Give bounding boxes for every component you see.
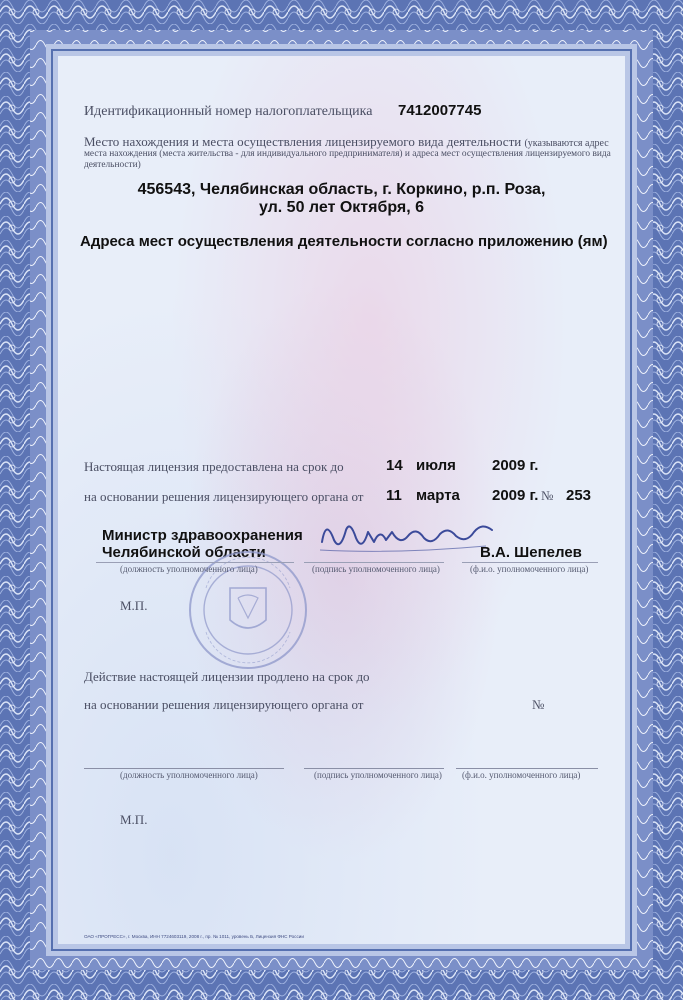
term-month: июля	[416, 457, 456, 474]
extension-caption-position: (должность уполномоченного лица)	[120, 770, 258, 780]
extension-name-line	[456, 768, 598, 769]
basis-number: 253	[566, 487, 592, 504]
caption-position: (должность уполномоченного лица)	[120, 564, 258, 574]
address-line-2: ул. 50 лет Октября, 6	[258, 199, 425, 216]
extension-position-line	[84, 768, 284, 769]
signatory-position-1: Министр здравоохранения	[102, 527, 303, 544]
term-day: 14	[386, 457, 403, 474]
extension-caption-signature: (подпись уполномоченного лица)	[314, 770, 442, 780]
term-label: Настоящая лицензия предоставлена на срок до	[84, 459, 344, 474]
signatory-position-line	[96, 562, 294, 563]
location-note-1: (указываются адрес	[524, 138, 609, 149]
extension-basis-label: на основании решения лицензирующего органа от	[84, 697, 364, 712]
printer-imprint: ОАО «ПРОГРЕСС», г. Москва, ИНН 7724603119, 2008 г., пр. № 1011, уровень Б, Лицензия ФНС России	[84, 934, 304, 939]
extension-caption-name: (ф.и.о. уполномоченного лица)	[462, 770, 581, 780]
location-label: Место нахождения и места осуществления лицензируемого вида деятельности	[84, 134, 522, 149]
term-year: 2009 г.	[492, 457, 539, 474]
inn-label: Идентификационный номер налогоплательщика	[84, 104, 373, 119]
basis-day: 11	[386, 487, 402, 504]
basis-year: 2009 г.	[492, 487, 539, 504]
stamp-place-2: М.П.	[120, 812, 148, 827]
location-note-2: места нахождения (места жительства - для индивидуального предпринимателя) и адреса мест осуществления лицензируемого вида	[84, 149, 611, 159]
caption-name: (ф.и.о. уполномоченного лица)	[470, 564, 589, 574]
location-note-3: деятельности)	[84, 160, 141, 170]
address-line-1: 456543, Челябинская область, г. Коркино, р.п. Роза,	[137, 181, 546, 198]
handwritten-signature	[316, 512, 496, 560]
basis-number-sign: №	[541, 488, 554, 503]
signatory-name-line	[462, 562, 598, 563]
extension-number-sign: №	[532, 697, 545, 712]
extension-label: Действие настоящей лицензии продлено на срок до	[84, 669, 370, 684]
stamp-place-1: М.П.	[120, 598, 148, 613]
signatory-name: В.А. Шепелев	[480, 544, 582, 561]
caption-signature: (подпись уполномоченного лица)	[312, 564, 440, 574]
signatory-signature-line	[304, 562, 444, 563]
basis-label: на основании решения лицензирующего органа от	[84, 489, 364, 504]
inn-value: 7412007745	[398, 102, 482, 119]
appendix-note: Адреса мест осуществления деятельности согласно приложению (ям)	[80, 233, 608, 250]
extension-signature-line	[304, 768, 444, 769]
basis-month: марта	[416, 487, 460, 504]
signatory-position-2: Челябинской области	[102, 544, 266, 561]
